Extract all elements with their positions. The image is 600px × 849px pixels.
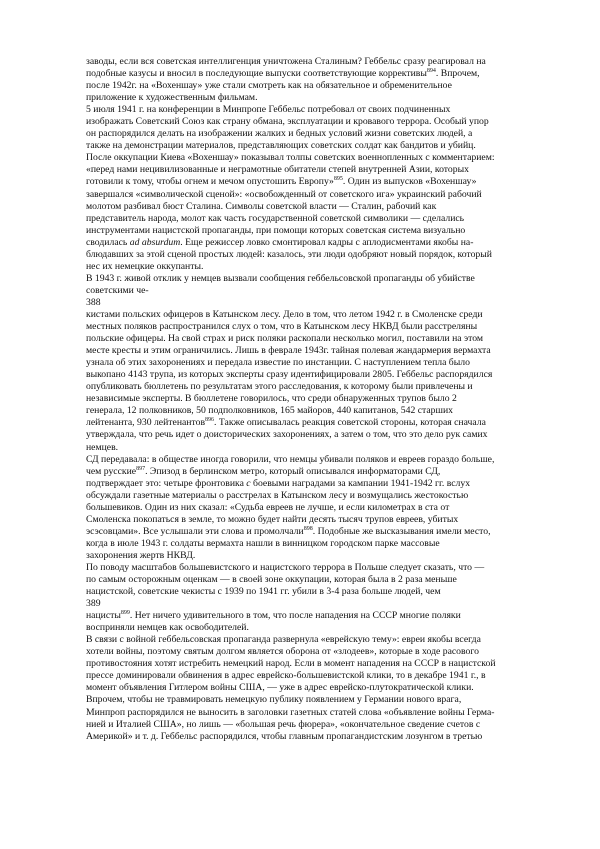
- text-line: [86, 357, 558, 369]
- text-line: [86, 466, 558, 478]
- text-line: [86, 502, 558, 514]
- text-line: [86, 369, 558, 381]
- page-text: [86, 56, 558, 743]
- footnote-ref: 898: [303, 525, 313, 532]
- text-run: . Эпизод в берлинском метро, который описывался информаторами СД,: [145, 465, 441, 477]
- text-run: блюдавших за этой сценой простых людей: казалось, эти люди одобряют новый порядок, который: [86, 248, 492, 260]
- text-run: Смоленска покопаться в земле, то можно будет найти десять тысяч трупов евреев, убитых: [86, 513, 459, 525]
- text-run: В 1943 г. живой отклик у немцев вызвали сообщения геббельсовской пропаганды об убийстве: [86, 272, 475, 284]
- text-run: 5 июля 1941 г. на конференции в Минпропе Геббельс потребовал от своих подчиненных: [86, 104, 451, 116]
- footnote-ref: 897: [136, 465, 146, 472]
- text-line: [86, 586, 558, 598]
- text-run: восприняли немцев как освободителей.: [86, 622, 249, 634]
- text-run: утверждала, что речь идет о доисторических захоронениях, а затем о том, что это дело рук самих: [86, 429, 488, 441]
- text-line: [86, 694, 558, 706]
- text-run: нацисты: [86, 610, 121, 622]
- text-line: [86, 658, 558, 670]
- text-line: [86, 514, 558, 526]
- text-run: . Нет ничего удивительного в том, что после нападения на СССР многие поляки: [129, 610, 461, 622]
- text-line: [86, 116, 558, 128]
- text-run: местных поляков распространился слух о том, что в Катынском лесу НКВД были расстреляны: [86, 321, 478, 333]
- text-run: По поводу масштабов большевистского и нацистского террора в Польше следует сказать, что —: [86, 561, 485, 573]
- text-line: [86, 646, 558, 658]
- text-line: [86, 345, 558, 357]
- text-line: [86, 405, 558, 417]
- page-number: [86, 598, 558, 610]
- text-run: противостояния хотят истребить немецкий народ. Если в момент нападения на СССР в нацистской: [86, 658, 496, 670]
- text-line: [86, 189, 558, 201]
- text-line: [86, 213, 558, 225]
- text-run: выкопано 4143 трупа, из которых эксперты сразу идентифицировали 2805. Геббельс распорядился: [86, 369, 493, 381]
- text-line: [86, 68, 558, 80]
- footnote-ref: 894: [426, 68, 436, 75]
- text-run: когда в июле 1943 г. солдаты вермахта нашли в винницком городском парке массовые: [86, 537, 440, 549]
- text-line: [86, 574, 558, 586]
- text-line: [86, 634, 558, 646]
- text-run: нес их немецкие оккупанты.: [86, 260, 204, 272]
- text-run: 388: [86, 296, 101, 308]
- text-line: [86, 176, 558, 188]
- text-run: . Подобные же высказывания имели место,: [312, 525, 491, 537]
- text-run: 389: [86, 598, 101, 610]
- text-run: эсэсовцами». Все услышали эти слова и промолчали: [86, 525, 304, 537]
- text-line: [86, 201, 558, 213]
- text-run: нацистской, советские чекисты с 1939 по 1941 гг. убили в 3-4 раза больше людей, чем: [86, 586, 441, 598]
- text-line: [86, 321, 558, 333]
- text-line: [86, 417, 558, 429]
- text-run: изображать Советский Союз как страну обмана, эксплуатации и кровавого террора. Особый упор: [86, 116, 489, 128]
- text-run: «перед нами нецивилизованные и неграмотные обитатели степей внутренней Азии, которых: [86, 164, 469, 176]
- text-run: Америкой» и т. д. Геббельс распорядился, чтобы главным пропагандистским лозунгом в третью: [86, 730, 483, 742]
- text-run: . Также описывалась реакция советской стороны, которая сначала: [214, 417, 486, 429]
- page-number: [86, 297, 558, 309]
- text-run: лейтенанта, 930 лейтенантов: [86, 417, 206, 429]
- text-line: [86, 237, 558, 249]
- text-line: [86, 249, 558, 261]
- text-run: . Один из выпусков «Вохеншау»: [342, 176, 477, 188]
- text-line: [86, 92, 558, 104]
- text-run: также на демонстрации материалов, представляющих советских солдат как бандитов и убийц.: [86, 140, 476, 152]
- text-line: [86, 562, 558, 574]
- text-line: [86, 538, 558, 550]
- text-run: сводилась: [86, 236, 130, 248]
- text-run: инструментами нацистской пропаганды, при помощи которых советская система визуально: [86, 224, 466, 236]
- text-line: [86, 225, 558, 237]
- text-line: [86, 731, 558, 743]
- text-run: хотели войны, поэтому святым долгом является оборона от «злодеев», которые в ходе расового: [86, 646, 479, 658]
- text-line: [86, 80, 558, 92]
- text-run: немцев.: [86, 441, 119, 453]
- text-run: молотом разбивал бюст Сталина. Символы советской власти — Сталин, рабочий как: [86, 200, 437, 212]
- text-line: [86, 285, 558, 297]
- text-line: [86, 128, 558, 140]
- footnote-ref: 895: [333, 176, 343, 183]
- text-run: кистами польских офицеров в Катынском лесу. Дело в том, что летом 1942 г. в Смоленске среди: [86, 308, 483, 320]
- text-line: [86, 56, 558, 68]
- text-line: [86, 719, 558, 731]
- text-run: готовили к тому, чтобы огнем и мечом опустошить Европу»: [86, 176, 334, 188]
- text-run: Впрочем, чтобы не травмировать немецкую публику появлением у Германии нового врага,: [86, 694, 462, 706]
- text-run: после 1942г. на «Вохеншау» уже стали смотреть как на обязательное и обременительное: [86, 80, 452, 92]
- text-run: он распорядился делать на изображении жалких и бедных условий жизни советских людей, а: [86, 128, 473, 140]
- text-run: польские офицеры. На свой страх и риск поляки раскопали несколько могил, поставили на этом: [86, 333, 484, 345]
- text-run: приложение к художественным фильмам.: [86, 92, 258, 104]
- text-line: [86, 490, 558, 502]
- text-run: . Впрочем,: [435, 68, 480, 80]
- footnote-ref: 899: [120, 610, 130, 617]
- text-run: боевыми наградами за кампании 1941-1942 гг. вслух: [250, 477, 471, 489]
- text-run: независимые эксперты. В бюллетене говорилось, что среди обнаруженных трупов было 2: [86, 393, 457, 405]
- italic-run: с: [246, 477, 251, 489]
- text-run: Минпроп распорядился не выносить в заголовки газетных статей слова «объявление войны Герма-: [86, 706, 495, 718]
- text-run: захоронения жертв НКВД.: [86, 549, 196, 561]
- text-line: [86, 454, 558, 466]
- text-run: советскими че-: [86, 284, 149, 296]
- italic-run: ad absurdum: [129, 236, 181, 248]
- text-run: В связи с войной геббельсовская пропаганда развернула «еврейскую тему»: евреи якобы всегда: [86, 634, 481, 646]
- text-run: по самым осторожным оценкам — в своей зоне оккупации, которая была в 2 раза меньше: [86, 574, 457, 586]
- text-line: [86, 682, 558, 694]
- text-line: [86, 442, 558, 454]
- text-line: [86, 152, 558, 164]
- text-line: [86, 670, 558, 682]
- text-run: обсуждали газетные материалы о расстрелах в Катынском лесу и возмущались жестокостью: [86, 489, 469, 501]
- text-line: [86, 610, 558, 622]
- text-run: чем русские: [86, 465, 137, 477]
- text-run: генерала, 12 полковников, 50 подполковников, 165 майоров, 440 капитанов, 542 старших: [86, 405, 453, 417]
- text-line: [86, 333, 558, 345]
- text-line: [86, 707, 558, 719]
- text-line: [86, 140, 558, 152]
- text-run: нией и Италией США», но лишь — «большая речь фюрера», «окончательное сведение счетов с: [86, 718, 481, 730]
- text-line: [86, 261, 558, 273]
- text-line: [86, 526, 558, 538]
- text-line: [86, 381, 558, 393]
- text-line: [86, 273, 558, 285]
- text-line: [86, 309, 558, 321]
- text-run: представитель народа, молот как часть государственной советской символики — сделались: [86, 212, 465, 224]
- text-run: подтверждает это: четыре фронтовика: [86, 477, 247, 489]
- text-run: После оккупации Киева «Вохеншау» показывал толпы советских военнопленных с комментарием:: [86, 152, 495, 164]
- text-line: [86, 104, 558, 116]
- text-line: [86, 622, 558, 634]
- text-line: [86, 164, 558, 176]
- text-line: [86, 429, 558, 441]
- text-line: [86, 550, 558, 562]
- text-run: момент объявления Гитлером войны США, — уже в адрес еврейско-плутократической клики.: [86, 682, 474, 694]
- text-run: . Еще режиссер ловко смонтировал кадры с аплодисментами якобы на-: [180, 236, 474, 248]
- text-run: подобные казусы и вносил в последующие выпуски соответствующие коррективы: [86, 68, 427, 80]
- text-run: узнала об этих захоронениях и передала известие по инстанции. С наступлением тепла было: [86, 357, 470, 369]
- text-run: завершался «символической сценой»: «освобожденный от советского ига» украинский рабочий: [86, 188, 482, 200]
- text-run: СД передавала: в обществе иногда говорили, что немцы убивали поляков и евреев гораздо больше,: [86, 453, 495, 465]
- text-line: [86, 393, 558, 405]
- text-run: большевиков. Один из них сказал: «Судьба евреев не лучше, и если километрах в ста от: [86, 501, 450, 513]
- text-run: месте кресты и этим ограничились. Лишь в феврале 1943г. тайная полевая жандармерия вермахта: [86, 345, 491, 357]
- footnote-ref: 896: [205, 417, 215, 424]
- text-line: [86, 478, 558, 490]
- text-run: опубликовать бюллетень по результатам этого расследования, к которому были привлечены и: [86, 381, 473, 393]
- text-run: заводы, если вся советская интеллигенция уничтожена Сталиным? Геббельс сразу реагировал на: [86, 56, 486, 67]
- text-run: прессе доминировали обвинения в адрес еврейско-большевистской клики, то в декабре 1941 г., в: [86, 670, 486, 682]
